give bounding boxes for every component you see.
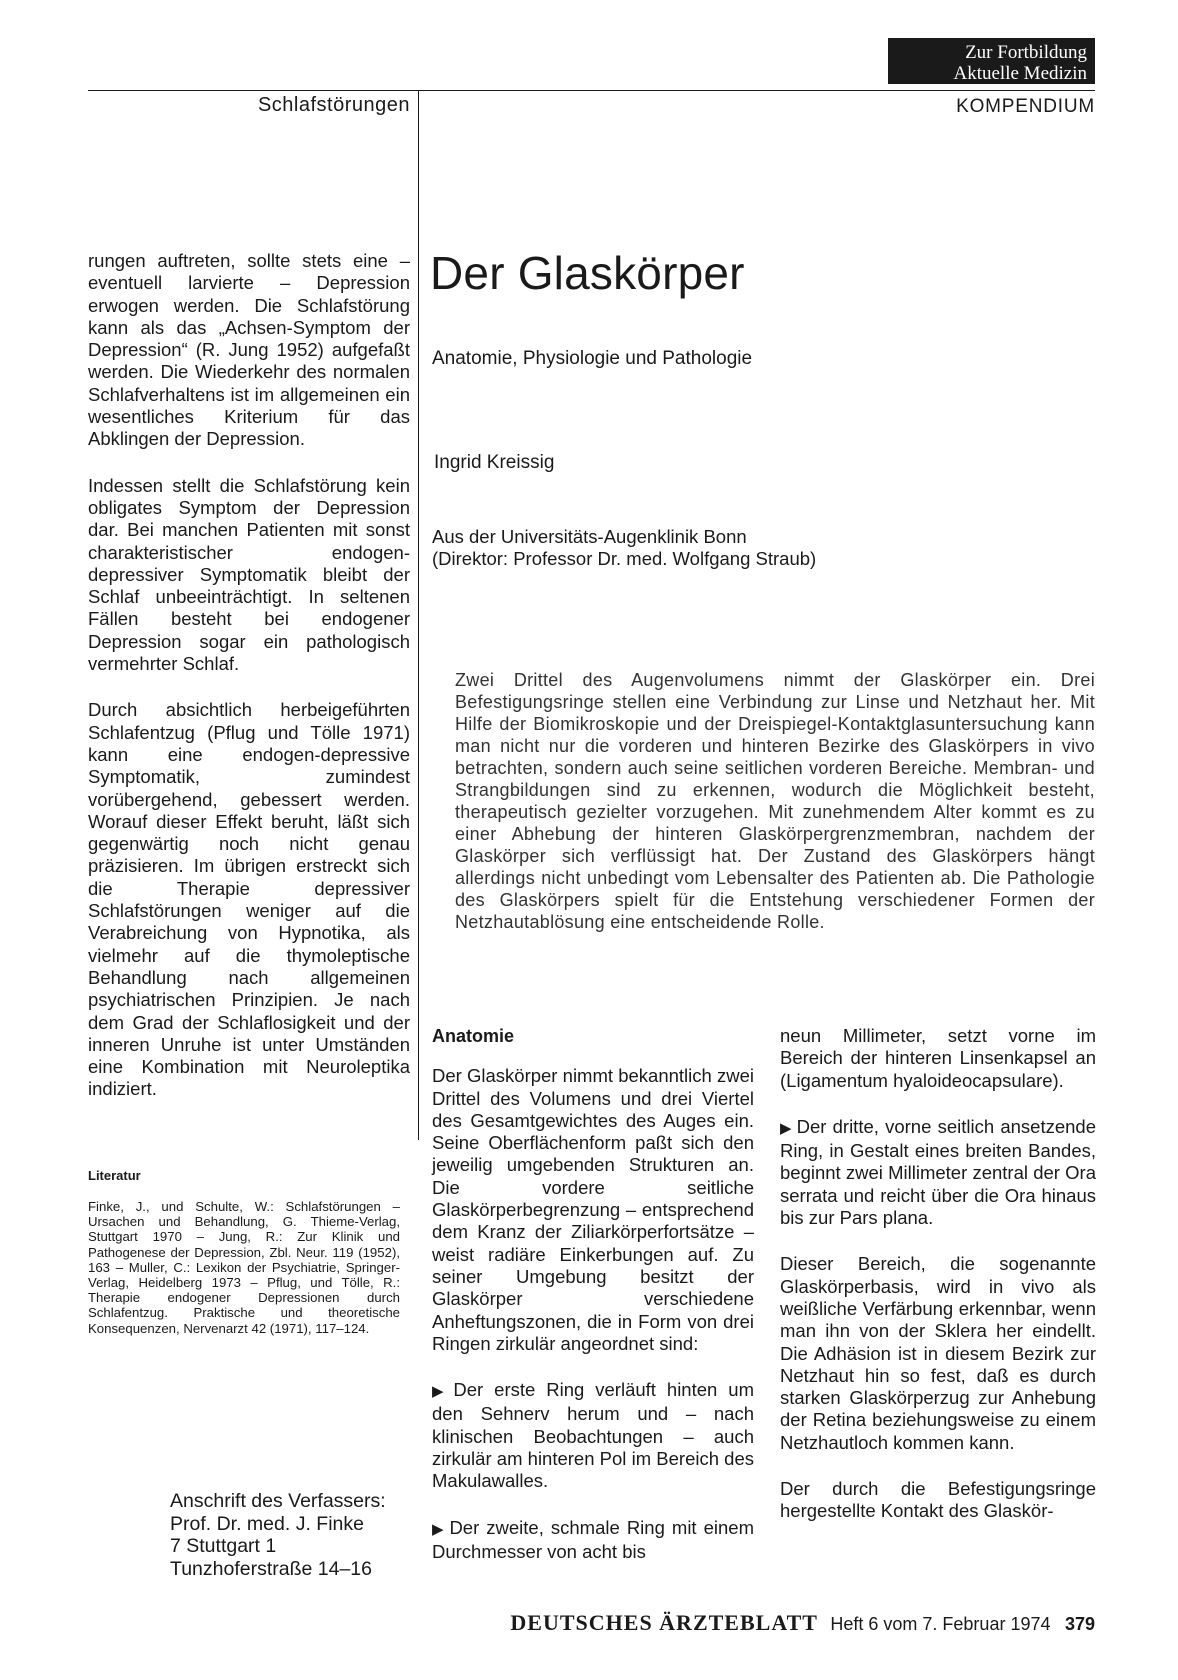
bullet-paragraph bbox=[780, 1116, 1096, 1229]
author-address bbox=[170, 1490, 386, 1580]
column-divider bbox=[418, 90, 419, 1140]
paragraph: Durch absichtlich herbeigeführten Schlafentzug (Pflug und Tölle 1971) kann eine endogen-depressive Symptomatik, zumindest vorübergehend, gebessert werden. Worauf dieser Effekt beruht, läßt sich gegenwärtig noch nicht genau präzisieren. Im übrigen erstreckt sich die Therapie depressiver Schlafstörungen weniger auf die Verabreichung von Hypnotika, als vielmehr auf die thymoleptische Behandlung nach allgemeinen psychiatrischen Prinzipien. Je nach dem Grad der Schlaflosigkeit und der inneren Unruhe ist unter Umständen eine Kombination mit Neuroleptika indiziert. bbox=[88, 699, 410, 1100]
arrow-bullet-icon: ▶ bbox=[780, 1119, 793, 1137]
paragraph-text: Der dritte, vorne seitlich ansetzende Ring, in Gestalt eines breiten Bandes, beginnt zwei Millimeter zentral der Ora serrata und reicht über die Ora hinaus bis zur Pars plana. bbox=[780, 1115, 1096, 1229]
article-abstract: Zwei Drittel des Augenvolumens nimmt der Glaskörper ein. Drei Befestigungsringe stellen eine Verbindung zur Linse und Netzhaut her. Mit Hilfe der Biomikroskopie und der Dreispiegel-Kontaktglasuntersuchung kann man nicht nur die vorderen und hinteren Bezirke des Glaskörpers in vivo betrachten, sondern auch seine seitlichen vorderen Bereiche. Membran- und Strangbildungen sind zu erkennen, wodurch die Möglichkeit besteht, therapeutisch gezielter vorzugehen. Mit zunehmendem Alter kommt es zu einer Abhebung der hinteren Glaskörpergrenzmembran, nachdem der Glaskörper sich verflüssigt hat. Der Zustand des Glaskörpers hängt allerdings nicht unbedingt vom Lebensalter des Patienten ab. Die Pathologie des Glaskörpers spielt für die Entstehung verschiedener Formen der Netzhautablösung eine entscheidende Rolle. bbox=[455, 670, 1095, 932]
header-rule-right bbox=[418, 90, 1095, 91]
page-number: 379 bbox=[1064, 1614, 1095, 1634]
arrow-bullet-icon: ▶ bbox=[432, 1520, 446, 1538]
article-subtitle: Anatomie, Physiologie und Pathologie bbox=[432, 348, 753, 369]
issue-info: Heft 6 vom 7. Februar 1974 bbox=[830, 1614, 1051, 1634]
paragraph-text: Der erste Ring verläuft hinten um den Sehnerv herum und – nach klinischen Beobachtungen – auch zirkulär am hinteren Pol im Bereich des Makulawalles. bbox=[432, 1379, 754, 1492]
address-line: Tunzhoferstraße 14–16 bbox=[170, 1557, 372, 1580]
badge-line-1: Zur Fortbildung bbox=[965, 42, 1087, 63]
section-label-left: Schlafstörungen bbox=[257, 94, 410, 116]
middle-column-text bbox=[432, 1025, 754, 1587]
affiliation-line: (Direktor: Professor Dr. med. Wolfgang Straub) bbox=[432, 548, 817, 569]
paragraph: Dieser Bereich, die sogenannte Glaskörperbasis, wird in vivo als weißliche Verfärbung erkennbar, wenn man ihn von der Sklera her eindellt. Die Adhäsion ist in diesem Bezirk zur Netzhaut hin so fest, daß es durch starken Glaskörperzug zur Anhebung der Retina beziehungsweise zu einem Netzhautloch kommen kann. bbox=[780, 1253, 1096, 1453]
badge-line-2: Aktuelle Medizin bbox=[953, 63, 1087, 84]
right-column-text bbox=[780, 1025, 1096, 1547]
literature-heading: Literatur bbox=[88, 1168, 141, 1183]
paragraph-text: Der zweite, schmale Ring mit einem Durchmesser von acht bis bbox=[432, 1516, 754, 1562]
page-footer bbox=[470, 1610, 1095, 1636]
paragraph: rungen auftreten, sollte stets eine – eventuell larvierte – Depression erwogen werden. Die Schlafstörung kann als das „Achsen-Symptom der Depression“ (R. Jung 1952) aufgefaßt werden. Die Wiederkehr des normalen Schlafverhaltens ist im allgemeinen ein wesentliches Kriterium für das Abklingen der Depression. bbox=[88, 250, 410, 450]
address-line: Prof. Dr. med. J. Finke bbox=[170, 1512, 364, 1535]
paragraph: Der Glaskörper nimmt bekanntlich zwei Drittel des Volumens und drei Viertel des Gesamtgewichtes des Auges ein. Seine Oberflächenform paßt sich den jeweilig umgebenden Strukturen an. Die vordere seitliche Glaskörperbegrenzung – entsprechend dem Kranz der Ziliarkörperfortsätze – weist radiäre Einkerbungen auf. Zu seiner Umgebung besitzt der Glaskörper verschiedene Anheftungszonen, die in Form von drei Ringen zirkulär angeordnet sind: bbox=[432, 1065, 754, 1354]
article-affiliation bbox=[432, 526, 816, 570]
left-column-text bbox=[88, 250, 410, 1125]
header-rule-left bbox=[88, 90, 418, 91]
paragraph: Indessen stellt die Schlafstörung kein obligates Symptom der Depression dar. Bei manchen Patienten mit sonst charakteristischer endogen-depressiver Symptomatik bleibt der Schlaf unbeeinträchtigt. In seltenen Fällen besteht bei endogener Depression sogar ein pathologisch vermehrter Schlaf. bbox=[88, 474, 410, 675]
category-badge bbox=[888, 38, 1095, 84]
address-line: 7 Stuttgart 1 bbox=[170, 1535, 277, 1557]
paragraph: Der durch die Befestigungsringe hergestellte Kontakt des Glaskör- bbox=[780, 1478, 1096, 1522]
address-line: Anschrift des Verfassers: bbox=[170, 1490, 386, 1512]
affiliation-line: Aus der Universitäts-Augenklinik Bonn bbox=[432, 526, 747, 547]
section-label-right: KOMPENDIUM bbox=[956, 96, 1095, 117]
bullet-paragraph bbox=[432, 1517, 754, 1564]
article-author: Ingrid Kreissig bbox=[434, 452, 555, 473]
article-title: Der Glaskörper bbox=[430, 247, 745, 299]
bullet-paragraph bbox=[432, 1379, 754, 1492]
paragraph: neun Millimeter, setzt vorne im Bereich der hinteren Linsenkapsel an (Ligamentum hyaloideocapsulare). bbox=[780, 1025, 1096, 1091]
arrow-bullet-icon: ▶ bbox=[432, 1383, 450, 1401]
literature-text: Finke, J., und Schulte, W.: Schlafstörungen – Ursachen und Behandlung, G. Thieme-Verlag, Stuttgart 1970 – Jung, R.: Zur Klinik und Pathogenese der Depression, Zbl. Neur. 119 (1952), 163 – Muller, C.: Lexikon der Psychiatrie, Springer-Verlag, Heidelberg 1973 – Pflug, und Tölle, R.: Therapie endogener Depressionen durch Schlafentzug. Praktische und theoretische Konsequenzen, Nervenarzt 42 (1971), 117–124. bbox=[88, 1199, 400, 1336]
section-heading: Anatomie bbox=[432, 1026, 515, 1046]
journal-name: DEUTSCHES ÄRZTEBLATT bbox=[510, 1610, 818, 1635]
